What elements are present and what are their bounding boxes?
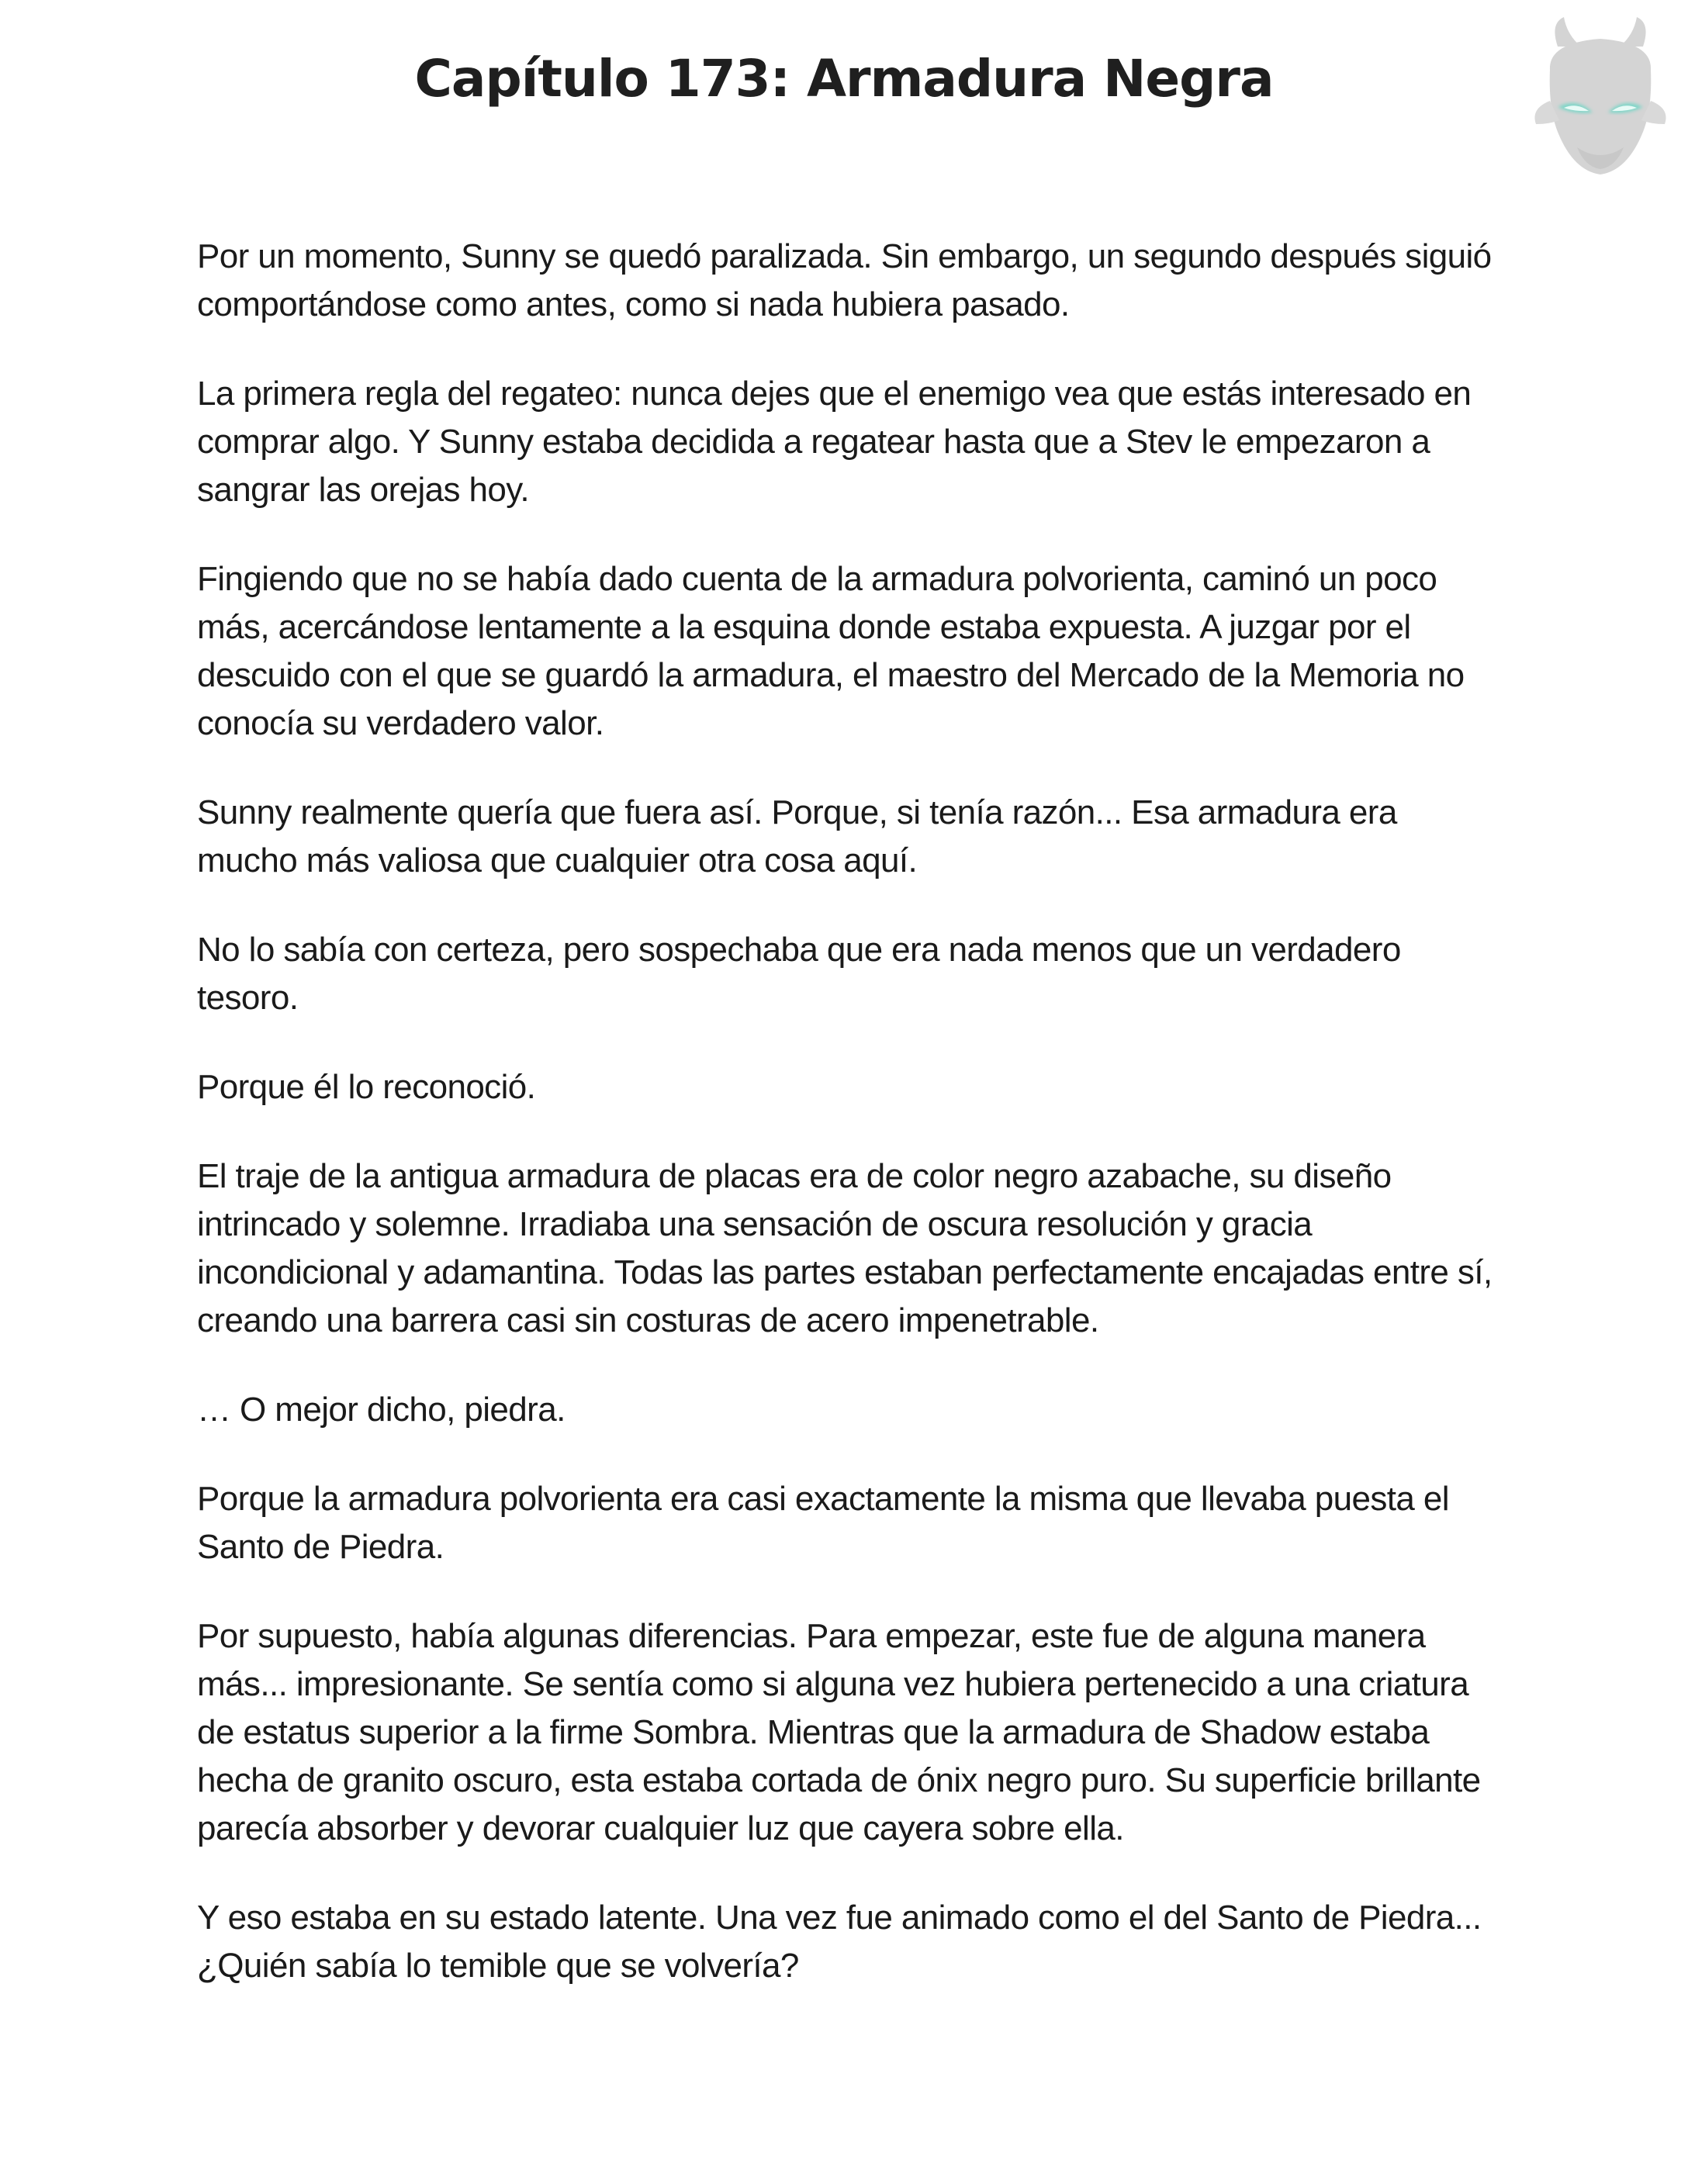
- paragraph: El traje de la antigua armadura de placas era de color negro azabache, su diseño intrincado y solemne. Irradiaba una sensación de oscura resolución y gracia incondicional y adamantina. Todas las partes estaban perfectamente encajadas entre sí, creando una barrera casi sin costuras de acero impenetrable.: [197, 1157, 1493, 1339]
- paragraph: Porque la armadura polvorienta era casi exactamente la misma que llevaba puesta el Santo de Piedra.: [197, 1480, 1449, 1566]
- paragraph: La primera regla del regateo: nunca dejes que el enemigo vea que estás interesado en comprar algo. Y Sunny estaba decidida a regatear hasta que a Stev le empezaron a sangrar las orejas hoy.: [197, 375, 1472, 509]
- paragraph: Fingiendo que no se había dado cuenta de la armadura polvorienta, caminó un poco más, acercándose lentamente a la esquina donde estaba expuesta. A juzgar por el descuido con el que se guardó la armadura, el maestro del Mercado de la Memoria no conocía su verdadero valor.: [197, 560, 1465, 742]
- paragraph: Porque él lo reconoció.: [197, 1068, 536, 1106]
- paragraph: No lo sabía con certeza, pero sospechaba que era nada menos que un verdadero tesoro.: [197, 931, 1401, 1017]
- paragraph: Por supuesto, había algunas diferencias. Para empezar, este fue de alguna manera más... impresionante. Se sentía como si alguna vez hubiera pertenecido a una criatura de estatus superior a la firme Sombra. Mientras que la armadura de Shadow estaba hecha de granito oscuro, esta estaba cortada de ónix negro puro. Su superficie brillante parecía absorber y devorar cualquier luz que cayera sobre ella.: [197, 1617, 1481, 1847]
- paragraph: Por un momento, Sunny se quedó paralizada. Sin embargo, un segundo después siguió comportándose como antes, como si nada hubiera pasado.: [197, 237, 1492, 323]
- chapter-title: Capítulo 173: Armadura Negra: [414, 49, 1274, 109]
- paragraph: Y eso estaba en su estado latente. Una vez fue animado como el del Santo de Piedra... ¿Quién sabía lo temible que se volvería?: [197, 1899, 1482, 1985]
- paragraph: Sunny realmente quería que fuera así. Porque, si tenía razón... Esa armadura era mucho más valiosa que cualquier otra cosa aquí.: [197, 793, 1397, 879]
- paragraph: … O mejor dicho, piedra.: [197, 1391, 566, 1429]
- chapter-body: [197, 233, 1500, 2031]
- demon-head-icon: [1527, 16, 1674, 186]
